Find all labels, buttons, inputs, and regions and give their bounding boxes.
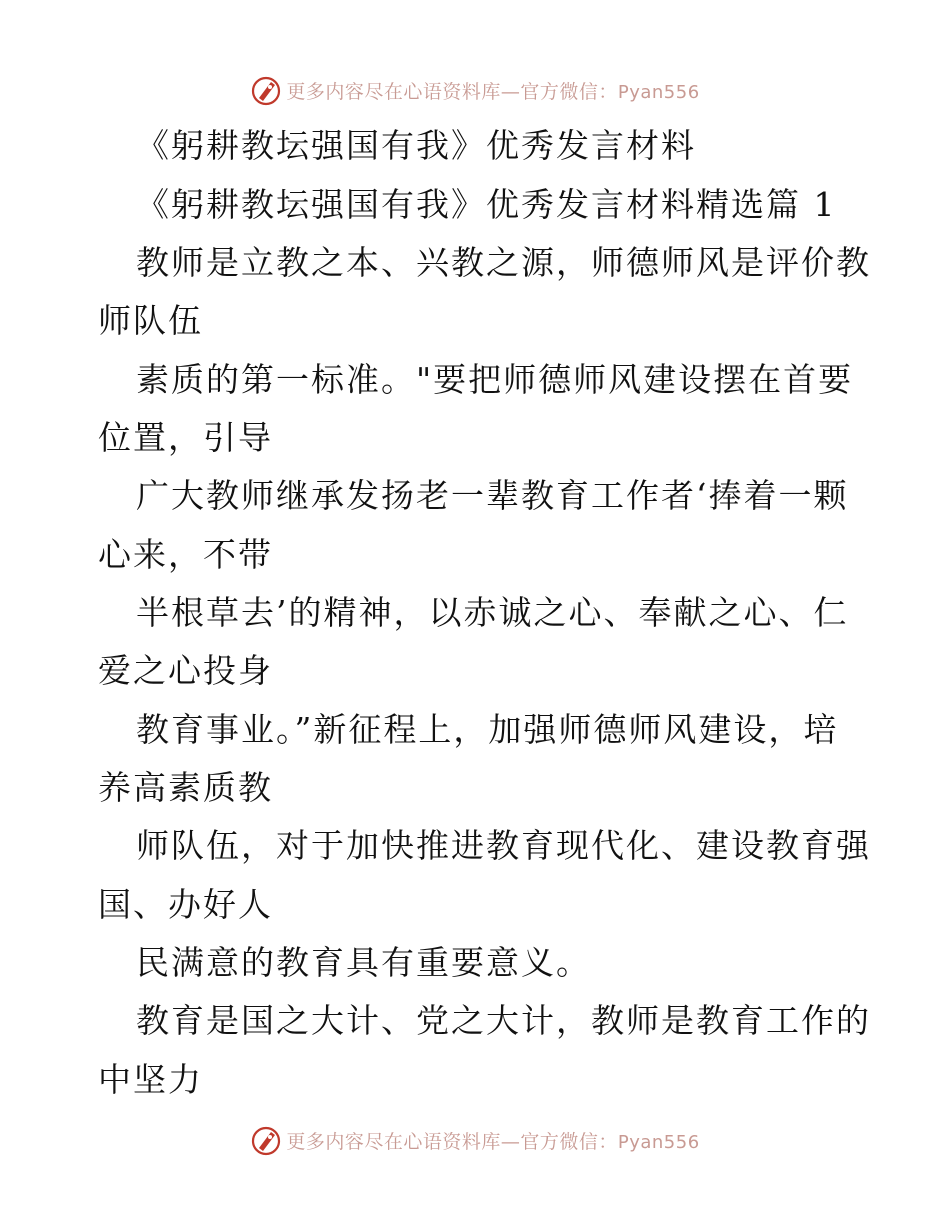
paragraph-line: 教师是立教之本、兴教之源，师德师风是评价教 [136,243,871,282]
pen-nib-logo-icon [250,74,282,106]
document-title: 《躬耕教坛强国有我》优秀发言材料 [136,126,696,165]
paragraph-line: 心来，不带 [98,535,273,574]
paragraph-line: 国、办好人 [98,885,273,924]
header-banner [0,73,950,107]
paragraph-line: 素质的第一标准。"要把师德师风建设摆在首要 [136,360,854,399]
paragraph-line: 教育事业。”新征程上，加强师德师风建设，培 [136,710,839,749]
paragraph-line: 教育是国之大计、党之大计，教师是教育工作的 [136,1001,871,1040]
paragraph-line: 半根草去’的精神，以赤诚之心、奉献之心、仁 [136,593,849,632]
section-heading: 《躬耕教坛强国有我》优秀发言材料精选篇 1 [136,185,837,224]
paragraph-line: 中坚力 [98,1060,203,1099]
paragraph-line: 养高素质教 [98,768,273,807]
paragraph-line: 师队伍，对于加快推进教育现代化、建设教育强 [136,826,871,865]
pen-nib-logo-icon [250,1124,282,1156]
footer-banner [0,1123,950,1157]
paragraph-line: 师队伍 [98,301,203,340]
wechat-id: Pyan556 [617,81,700,103]
wechat-id: Pyan556 [617,1131,700,1153]
banner-text: 更多内容尽在心语资料库—官方微信：Pyan556 [286,80,700,103]
paragraph-line: 爱之心投身 [98,651,273,690]
paragraph-line: 民满意的教育具有重要意义。 [136,943,591,982]
paragraph-line: 广大教师继承发扬老一辈教育工作者‘捧着一颗 [136,476,849,515]
paragraph-line: 位置，引导 [98,418,273,457]
banner-text: 更多内容尽在心语资料库—官方微信：Pyan556 [286,1130,700,1153]
